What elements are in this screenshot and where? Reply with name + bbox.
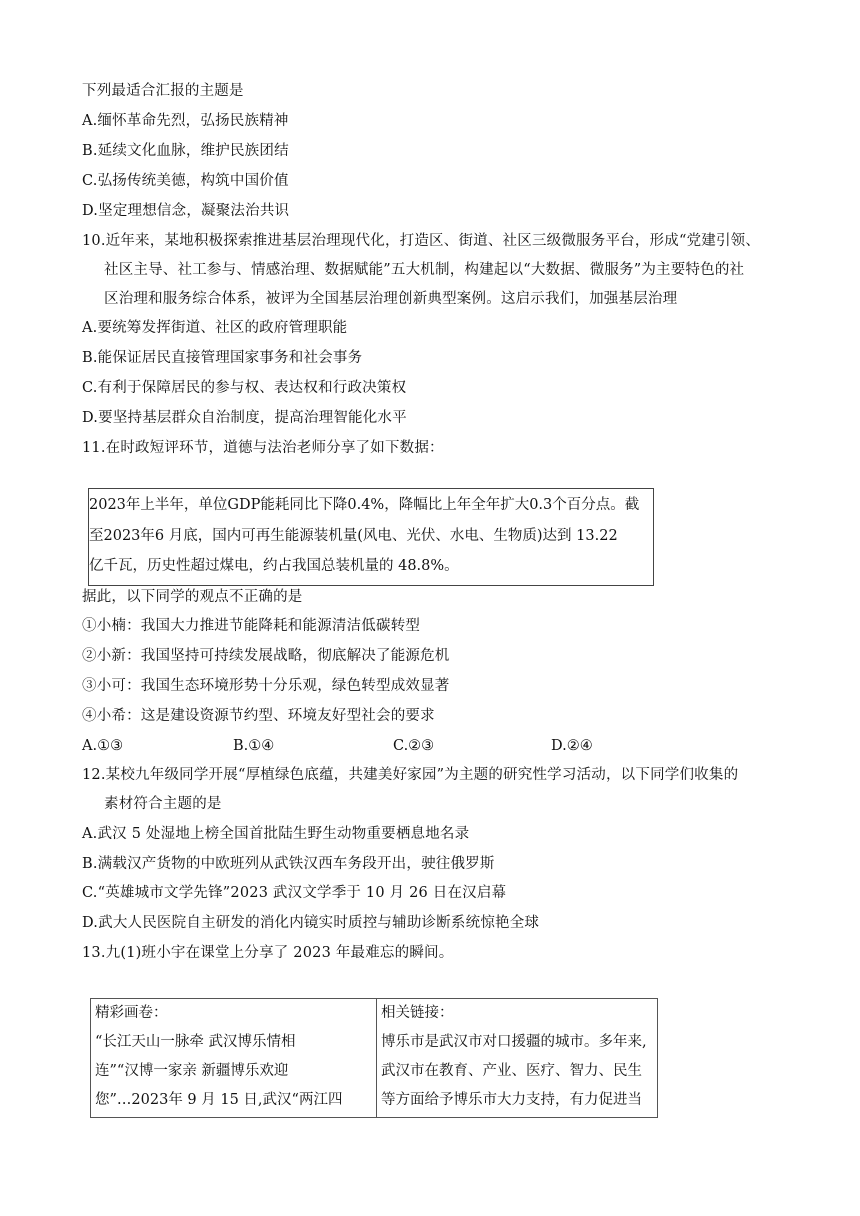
q13-right-cell: [377, 999, 658, 1118]
q11-statement-1: ①小楠：我国大力推进节能降耗和能源清洁低碳转型: [82, 618, 421, 634]
q12-option-d: D.武大人民医院自主研发的消化内镜实时质控与辅助诊断系统惊艳全球: [82, 915, 540, 931]
q13-left-title: 精彩画卷：: [95, 1005, 168, 1021]
q11-question: 据此，以下同学的观点不正确的是: [82, 589, 303, 605]
q10-option-a: A.要统筹发挥街道、社区的政府管理职能: [82, 320, 348, 336]
q10-stem-line-1: 10.近年来，某地积极探索推进基层治理现代化，打造区、街道、社区三级微服务平台，形成“党建引领、: [82, 233, 761, 249]
q13-right-title: 相关链接：: [381, 1005, 454, 1021]
q9-stem: 下列最适合汇报的主题是: [82, 83, 244, 99]
q13-left-line-3: 您”…2023年 9 月 15 日,武汉“两江四: [95, 1092, 343, 1108]
q11-statement-2: ②小新：我国坚持可持续发展战略，彻底解决了能源危机: [82, 648, 450, 664]
q10-stem-line-3: 区治理和服务综合体系，被评为全国基层治理创新典型案例。这启示我们，加强基层治理: [104, 291, 678, 307]
q10-option-d: D.要坚持基层群众自治制度，提高治理智能化水平: [82, 410, 407, 426]
q13-left-cell: [91, 999, 377, 1118]
q10-option-c: C.有利于保障居民的参与权、表达权和行政决策权: [82, 380, 407, 396]
q11-choice-a: A.①③: [82, 738, 124, 754]
q11-stem: 11.在时政短评环节，道德与法治老师分享了如下数据：: [82, 440, 444, 456]
q13-material-table: [90, 998, 658, 1118]
q12-stem-line-1: 12.某校九年级同学开展“厚植绿色底蕴，共建美好家园”为主题的研究性学习活动，以下同学们收集的: [82, 767, 739, 783]
q11-choice-d: D.②④: [551, 738, 593, 754]
q11-box-line-2: 至2023年6 月底，国内可再生能源装机量(风电、光伏、水电、生物质)达到 13.22: [89, 528, 618, 544]
q10-option-b: B.能保证居民直接管理国家事务和社会事务: [82, 350, 363, 366]
q10-stem-line-2: 社区主导、社工参与、情感治理、数据赋能”五大机制，构建起以“大数据、微服务”为主要特色的社: [104, 262, 745, 278]
q11-box-line-1: 2023年上半年，单位GDP能耗同比下降0.4%，降幅比上年全年扩大0.3个百分点。截: [89, 497, 640, 513]
q11-choice-b: B.①④: [233, 738, 275, 754]
q9-option-a: A.缅怀革命先烈，弘扬民族精神: [82, 113, 289, 129]
q13-stem: 13.九(1)班小宇在课堂上分享了 2023 年最难忘的瞬间。: [82, 945, 454, 961]
q11-choice-c: C.②③: [393, 738, 435, 754]
q12-option-a: A.武汉 5 处湿地上榜全国首批陆生野生动物重要栖息地名录: [82, 826, 470, 842]
q11-statement-3: ③小可：我国生态环境形势十分乐观，绿色转型成效显著: [82, 678, 450, 694]
q11-data-box: [88, 488, 654, 586]
q9-option-b: B.延续文化血脉，维护民族团结: [82, 143, 289, 159]
q13-left-line-1: “长江天山一脉牵 武汉博乐情相: [95, 1034, 296, 1050]
q13-left-line-2: 连”“汉博一家亲 新疆博乐欢迎: [95, 1063, 289, 1079]
q13-right-line-1: 博乐市是武汉市对口援疆的城市。多年来,: [381, 1034, 647, 1050]
q11-statement-4: ④小希：这是建设资源节约型、环境友好型社会的要求: [82, 708, 435, 724]
q13-right-line-3: 等方面给予博乐市大力支持，有力促进当: [381, 1092, 642, 1108]
q13-right-line-2: 武汉市在教育、产业、医疗、智力、民生: [381, 1063, 642, 1079]
q11-box-line-3: 亿千瓦，历史性超过煤电，约占我国总装机量的 48.8%。: [89, 558, 459, 574]
q12-option-c: C.“英雄城市文学先锋”2023 武汉文学季于 10 月 26 日在汉启幕: [82, 885, 507, 901]
q12-option-b: B.满载汉产货物的中欧班列从武铁汉西车务段开出，驶往俄罗斯: [82, 856, 495, 872]
q9-option-c: C.弘扬传统美德，构筑中国价值: [82, 173, 289, 189]
q12-stem-line-2: 素材符合主题的是: [104, 796, 222, 812]
q9-option-d: D.坚定理想信念，凝聚法治共识: [82, 203, 290, 219]
